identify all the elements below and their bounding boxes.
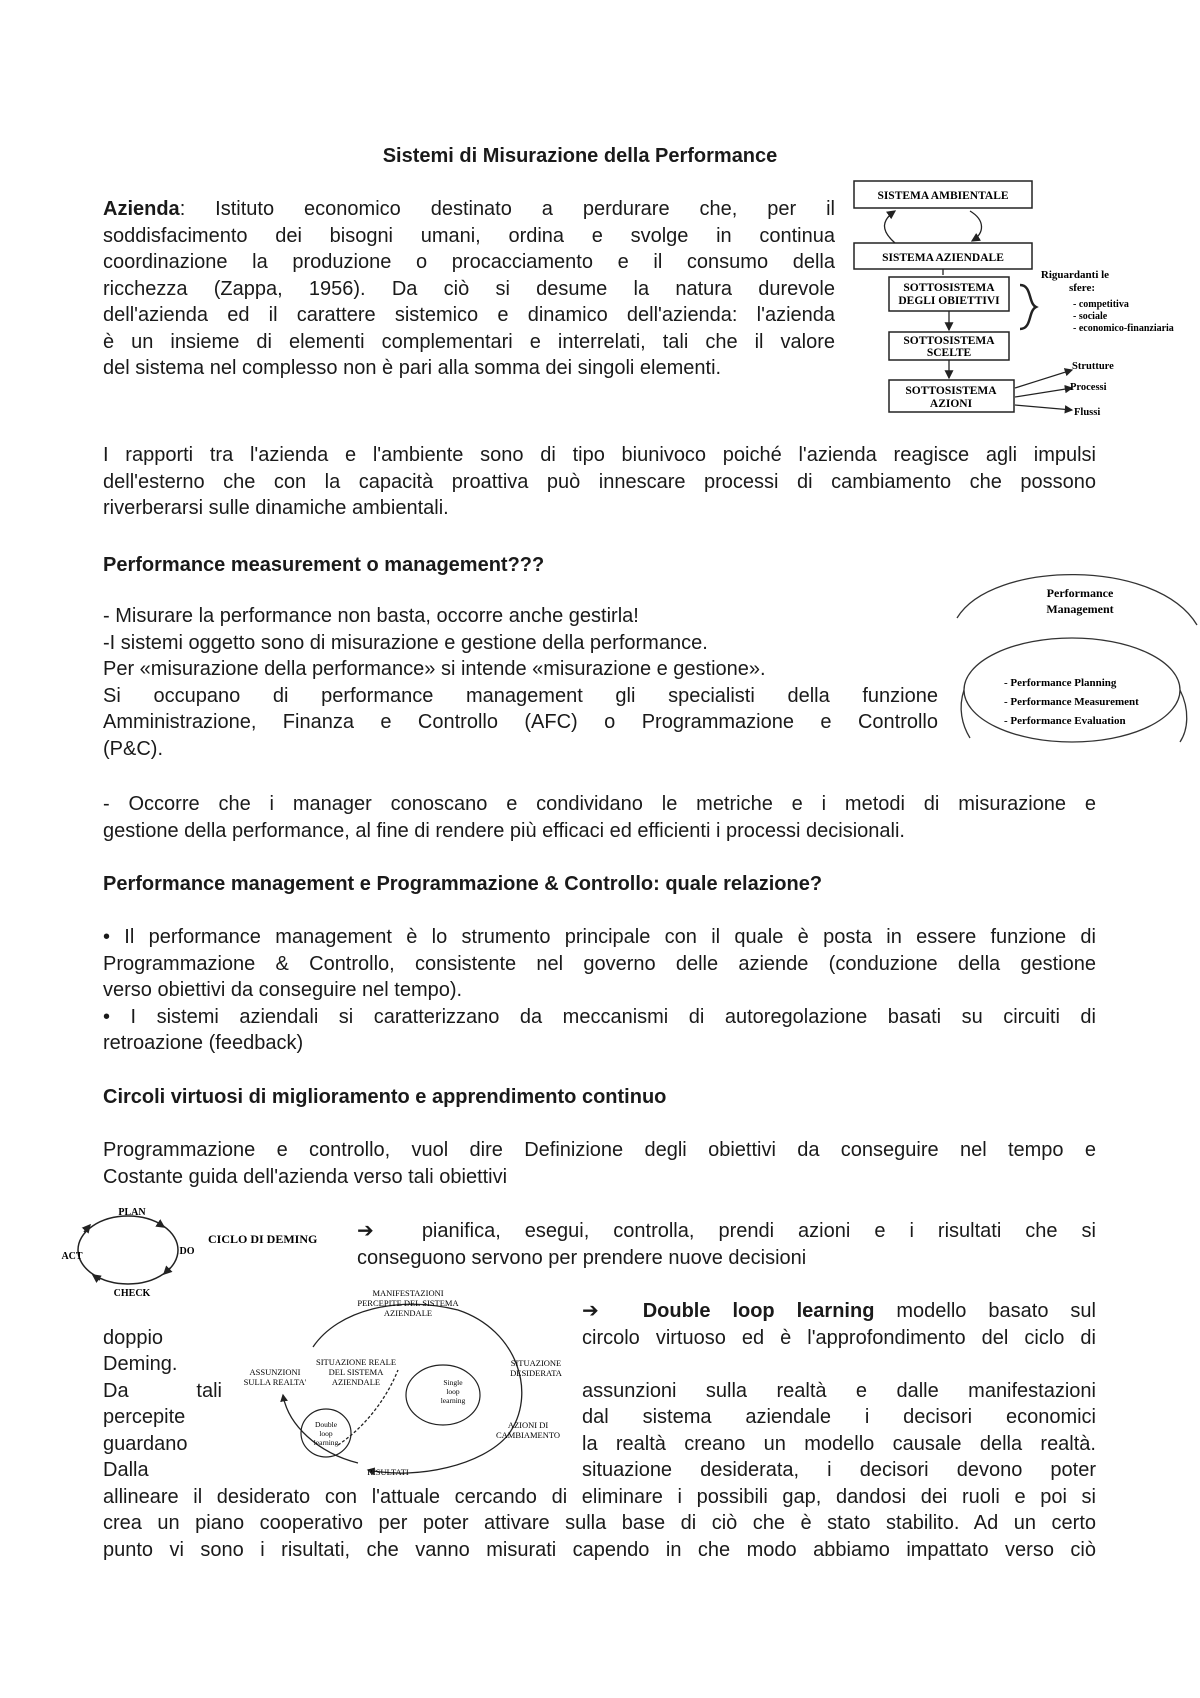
dl-assunzioni: SULLA REALTA' bbox=[243, 1377, 307, 1387]
dl-left-word: tali bbox=[196, 1379, 222, 1402]
section3-paragraph bbox=[103, 1137, 1096, 1190]
deming-line: pianifica, esegui, controlla, prendi azioni e i risultati che si bbox=[421, 1220, 1097, 1242]
dl-azioni: AZIONI DI bbox=[507, 1420, 549, 1430]
azienda-line: soddisfacimento dei bisogni umani, ordina e svolge in continua bbox=[103, 224, 835, 247]
section2-line: verso obiettivi da conseguire nel tempo). bbox=[103, 979, 463, 1001]
deming-label: CICLO DI DEMING bbox=[208, 1232, 318, 1246]
dl-azioni: CAMBIAMENTO bbox=[495, 1430, 561, 1440]
arrow-up bbox=[884, 211, 895, 243]
performance-management-diagram bbox=[952, 570, 1200, 745]
page-title: Sistemi di Misurazione della Performance bbox=[382, 145, 778, 167]
scelte-label: SOTTOSISTEMA bbox=[903, 335, 995, 347]
box-azioni bbox=[889, 380, 1014, 412]
sfera-item: - economico-finanziaria bbox=[1073, 323, 1174, 334]
box-aziendale bbox=[854, 243, 1032, 269]
double-loop-left-col bbox=[103, 1325, 233, 1484]
section2-line: • Il performance management è lo strumento principale con il quale è posta in essere funzione di bbox=[103, 926, 1096, 948]
dl-manifestazioni: PERCEPITE DEL SISTEMA bbox=[357, 1298, 459, 1308]
double-loop-right-col bbox=[582, 1325, 1096, 1484]
section3-line: Costante guida dell'azienda verso tali obiettivi bbox=[103, 1165, 508, 1188]
azienda-line: ricchezza (Zappa, 1956). Da ciò si desume la natura durevole bbox=[103, 277, 835, 300]
box-obiettivi bbox=[889, 277, 1009, 311]
azioni-label: SOTTOSISTEMA bbox=[905, 385, 997, 397]
pm-item: - Performance Evaluation bbox=[1004, 715, 1126, 727]
section1-line: gestione della performance, al fine di rendere più efficaci ed efficienti i processi decisionali. bbox=[103, 819, 905, 842]
dl-left-word: Deming. bbox=[103, 1353, 178, 1375]
dl-manifestazioni: MANIFESTAZIONI bbox=[372, 1288, 444, 1298]
deming-do: DO bbox=[179, 1246, 195, 1257]
dl-right-line: situazione desiderata, i decisori devono poter bbox=[582, 1459, 1096, 1481]
rapporti-line: riverberarsi sulle dinamiche ambientali. bbox=[103, 497, 449, 519]
dl-right-line: assunzioni sulla realtà e dalle manifestazioni bbox=[582, 1379, 1096, 1402]
azienda-line: del sistema nel complesso non è pari alla somma dei singoli elementi. bbox=[103, 357, 722, 379]
dl-situazione-reale: SITUAZIONE REALE bbox=[315, 1357, 397, 1367]
section-heading: Performance measurement o management??? bbox=[103, 554, 545, 576]
section2-line: • I sistemi aziendali si caratterizzano da meccanismi di autoregolazione basati su circuiti di bbox=[103, 1005, 1096, 1028]
pm-title: Performance bbox=[1046, 586, 1114, 600]
output-label: Strutture bbox=[1072, 361, 1114, 372]
section1-line: (P&C). bbox=[103, 737, 163, 760]
section1-line: - Misurare la performance non basta, occorre anche gestirla! bbox=[103, 605, 639, 627]
dl-single-loop: learning bbox=[440, 1396, 466, 1405]
arrow-down bbox=[970, 211, 982, 241]
dl-assunzioni: ASSUNZIONI bbox=[249, 1367, 301, 1377]
note-label: sfere: bbox=[1068, 282, 1096, 294]
arrow-right-icon: ➔ bbox=[357, 1220, 374, 1242]
double-loop-diagram bbox=[238, 1285, 568, 1485]
rapporti-line: dell'esterno che con la capacità proattiva può innescare processi di cambiamento che possono bbox=[103, 470, 1096, 493]
dl-left-word: Dalla bbox=[103, 1459, 149, 1481]
note-label: Riguardanti le bbox=[1040, 269, 1110, 281]
deming-paragraph bbox=[357, 1218, 1096, 1271]
sfera-item: - sociale bbox=[1073, 311, 1108, 322]
double-loop-term: Double loop learning bbox=[642, 1300, 875, 1322]
brace-icon bbox=[1020, 285, 1036, 329]
dl-double-loop: learning bbox=[313, 1438, 339, 1447]
arrow-right-icon: ➔ bbox=[582, 1300, 599, 1322]
dl-left-word: doppio bbox=[103, 1326, 164, 1349]
section2-paragraph bbox=[103, 924, 1096, 1057]
double-loop-heading-line bbox=[582, 1298, 1096, 1325]
rapporti-line: I rapporti tra l'azienda e l'ambiente sono di tipo biunivoco poiché l'azienda reagisce agli impulsi bbox=[103, 444, 1096, 466]
section1-line: -I sistemi oggetto sono di misurazione e gestione della performance. bbox=[103, 631, 708, 654]
dl-single-loop: Single bbox=[443, 1378, 463, 1387]
dl-risultati: RISULTATI bbox=[367, 1467, 409, 1477]
section1-line: Amministrazione, Finanza e Controllo (AFC) o Programmazione e Controllo bbox=[103, 711, 938, 733]
pm-title: Management bbox=[1046, 602, 1114, 616]
dl-right-line: la realtà creano un modello causale della realtà. bbox=[582, 1432, 1096, 1455]
deming-plan: PLAN bbox=[118, 1207, 146, 1218]
dl-left-word: percepite bbox=[103, 1406, 186, 1428]
azienda-line: coordinazione la produzione o procacciamento e il consumo della bbox=[103, 251, 835, 273]
dl-right-line: dal sistema aziendale i decisori economici bbox=[582, 1406, 1096, 1428]
dl-situazione-reale: DEL SISTEMA bbox=[328, 1367, 384, 1377]
dl-left-word: Da bbox=[103, 1379, 129, 1402]
azienda-line: : Istituto economico destinato a perdurare che, per il bbox=[179, 198, 835, 220]
section2-line: retroazione (feedback) bbox=[103, 1032, 304, 1054]
system-diagram bbox=[850, 175, 1200, 420]
sfera-item: - competitiva bbox=[1073, 299, 1129, 310]
box-aziendale-label: SISTEMA AZIENDALE bbox=[882, 252, 1004, 264]
section-heading: Circoli virtuosi di miglioramento e apprendimento continuo bbox=[103, 1086, 667, 1108]
box-ambientale bbox=[854, 181, 1032, 208]
obiettivi-label: DEGLI OBIETTIVI bbox=[898, 295, 1000, 307]
dl-manifestazioni: AZIENDALE bbox=[383, 1308, 433, 1318]
azienda-paragraph bbox=[103, 196, 835, 382]
azienda-line: è un insieme di elementi complementari e interrelati, tali che il valore bbox=[103, 330, 835, 353]
dl-situazione-desiderata: DESIDERATA bbox=[510, 1368, 562, 1378]
deming-line: conseguono servono per prendere nuove decisioni bbox=[357, 1246, 807, 1269]
dl-single-loop: loop bbox=[446, 1387, 460, 1396]
azioni-label: AZIONI bbox=[929, 398, 973, 410]
dl-left-word: guardano bbox=[103, 1432, 188, 1455]
dl-tail-line: punto vi sono i risultati, che vanno misurati capendo in che modo abbiamo impattato verso ciò bbox=[103, 1538, 1096, 1561]
section1-paragraph bbox=[103, 603, 938, 762]
section3-line: Programmazione e controllo, vuol dire Definizione degli obiettivi da conseguire nel tempo e bbox=[103, 1139, 1096, 1161]
dl-right-line: circolo virtuoso ed è l'approfondimento del ciclo di bbox=[582, 1326, 1096, 1349]
azienda-term: Azienda bbox=[103, 198, 180, 220]
dl-double-loop: loop bbox=[319, 1429, 333, 1438]
obiettivi-label: SOTTOSISTEMA bbox=[903, 282, 995, 294]
section1-line: Per «misurazione della performance» si intende «misurazione e gestione». bbox=[103, 658, 766, 680]
azienda-line: dell'azienda ed il carattere sistemico e dinamico dell'azienda: l'azienda bbox=[103, 304, 835, 326]
section1-line: - Occorre che i manager conoscano e condividano le metriche e i metodi di misurazione e bbox=[103, 793, 1096, 815]
box-scelte bbox=[889, 332, 1009, 360]
dl-double-loop: Double bbox=[314, 1420, 338, 1429]
dl-tail-line: allineare il desiderato con l'attuale cercando di eliminare i possibili gap, dandosi dei ruoli e poi si bbox=[103, 1485, 1096, 1508]
dl-situazione-reale: AZIENDALE bbox=[331, 1377, 381, 1387]
dl-tail-line: crea un piano cooperativo per poter attivare sulla base di ciò che è stato stabilito. Ad un certo bbox=[103, 1512, 1096, 1534]
deming-check: CHECK bbox=[113, 1288, 151, 1299]
section1-paragraph-2 bbox=[103, 791, 1096, 844]
section-heading: Performance management e Programmazione & Controllo: quale relazione? bbox=[103, 873, 823, 895]
dl-situazione-desiderata: SITUAZIONE bbox=[510, 1358, 562, 1368]
section2-line: Programmazione & Controllo, consistente nel governo delle aziende (conduzione della gestione bbox=[103, 952, 1096, 975]
section1-line: Si occupano di performance management gli specialisti della funzione bbox=[103, 684, 938, 707]
double-loop-tail bbox=[103, 1484, 1096, 1564]
deming-act: ACT bbox=[61, 1251, 83, 1262]
double-loop-term-rest: modello basato sul bbox=[896, 1300, 1096, 1322]
pm-item: - Performance Measurement bbox=[1004, 696, 1139, 708]
pm-item: - Performance Planning bbox=[1004, 677, 1117, 689]
scelte-label: SCELTE bbox=[926, 347, 972, 359]
output-label: Processi bbox=[1070, 382, 1107, 393]
rapporti-paragraph bbox=[103, 442, 1096, 522]
output-label: Flussi bbox=[1074, 407, 1101, 418]
box-ambientale-label: SISTEMA AMBIENTALE bbox=[877, 190, 1009, 202]
